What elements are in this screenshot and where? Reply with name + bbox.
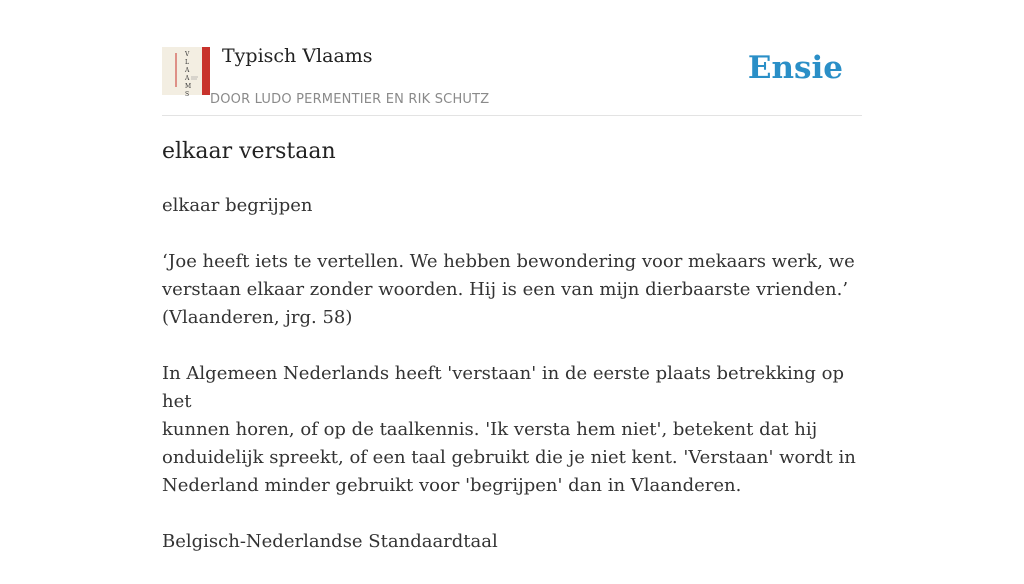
- book-cover-icon[interactable]: [162, 47, 210, 98]
- entry-explanation: [162, 360, 862, 500]
- logo-letter-3: A: [185, 67, 190, 74]
- explanation-line-2: kunnen horen, of op de taalkennis. 'Ik versta hem niet', betekent dat hij: [162, 419, 818, 440]
- source-authors: DOOR LUDO PERMENTIER EN RIK SCHUTZ: [210, 92, 490, 107]
- explanation-line-1: In Algemeen Nederlands heeft 'verstaan' in de eerste plaats betrekking op het: [162, 363, 844, 412]
- logo-letter-2: L: [185, 59, 189, 66]
- quote-source: (Vlaanderen, jrg. 58): [162, 307, 353, 328]
- explanation-line-4: Nederland minder gebruikt voor 'begrijpen' dan in Vlaanderen.: [162, 475, 742, 496]
- quote-line-2: verstaan elkaar zonder woorden. Hij is een van mijn dierbaarste vrienden.’: [162, 279, 849, 300]
- book-cover-image: [162, 47, 210, 98]
- ensie-logo-link[interactable]: Ensie: [747, 50, 843, 86]
- logo-letter-1: V: [185, 51, 190, 58]
- entry-term: elkaar verstaan: [162, 139, 336, 164]
- entry-footer-text: [162, 528, 862, 556]
- footer-text: Belgisch-Nederlandse Standaardtaal: [162, 531, 498, 552]
- explanation-line-3: onduidelijk spreekt, of een taal gebruikt die je niet kent. 'Verstaan' wordt in: [162, 447, 856, 468]
- entry-content: [162, 192, 862, 584]
- source-header: [162, 0, 862, 116]
- source-title[interactable]: Typisch Vlaams: [222, 45, 373, 67]
- logo-letter-6: S: [185, 91, 190, 98]
- logo-letter-4: A: [185, 75, 190, 82]
- entry-quote: [162, 248, 862, 332]
- entry-definition: [162, 192, 862, 220]
- logo-letter-5: M: [185, 83, 192, 90]
- definition-text: elkaar begrijpen: [162, 195, 313, 216]
- quote-line-1: ‘Joe heeft iets te vertellen. We hebben bewondering voor mekaars werk, we: [162, 251, 855, 272]
